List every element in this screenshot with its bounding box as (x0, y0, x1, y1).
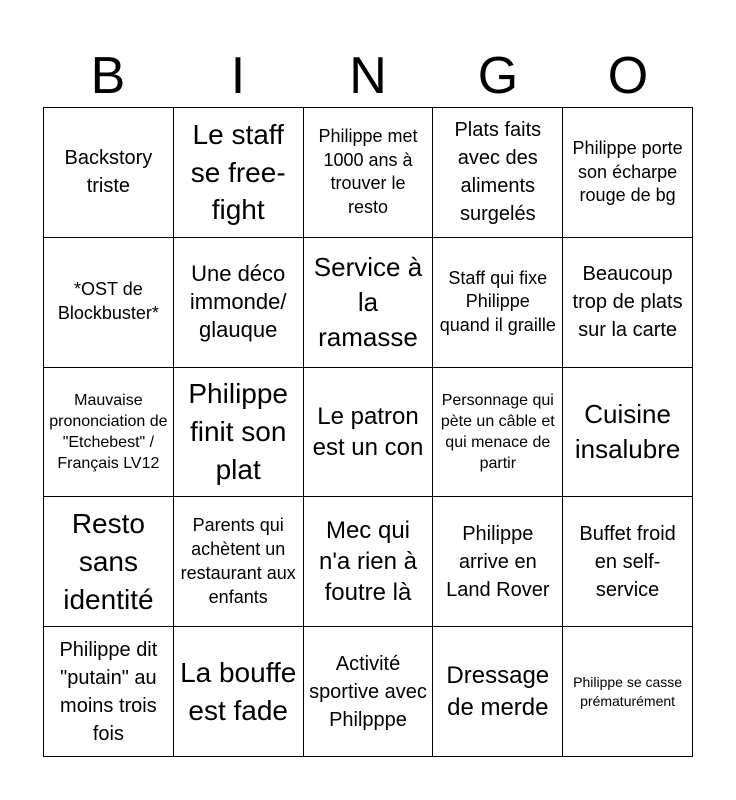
header-letter-o: O (607, 47, 649, 105)
bingo-cell[interactable] (174, 368, 304, 498)
bingo-cell-text: Personnage qui pète un câble et qui menace de partir (440, 391, 555, 473)
bingo-cell[interactable] (563, 238, 693, 368)
bingo-cell-text: Mec qui n'a rien à foutre là (319, 517, 417, 607)
bingo-cell-text: Activité sportive avec Philpppe (309, 652, 427, 731)
bingo-cell-text: Philippe dit "putain" au moins trois fois (59, 638, 158, 745)
bingo-cell-text: Le staff se free-fight (190, 118, 286, 226)
bingo-cell[interactable] (304, 497, 434, 627)
bingo-cell-text: *OST de Blockbuster* (57, 279, 159, 324)
bingo-cell-text: Staff qui fixe Philippe quand il graille (439, 267, 556, 336)
header-letter-n: N (349, 47, 387, 105)
bingo-cell-text: Mauvaise prononciation de "Etchebest" / Français LV12 (49, 391, 168, 473)
bingo-cell[interactable] (44, 497, 174, 627)
header-letter-g: G (477, 47, 519, 105)
bingo-cell-text: Parents qui achètent un restaurant aux enfants (180, 515, 296, 607)
bingo-cell[interactable] (433, 368, 563, 498)
bingo-cell-text: Philippe met 1000 ans à trouver le resto (318, 125, 418, 218)
bingo-cell[interactable] (174, 497, 304, 627)
bingo-cell-text: Le patron est un con (312, 402, 424, 461)
bingo-cell-text: Backstory triste (64, 147, 153, 198)
bingo-cell[interactable] (174, 627, 304, 757)
bingo-cell[interactable] (433, 238, 563, 368)
bingo-cell-text: Resto sans identité (63, 508, 154, 615)
bingo-cell[interactable] (563, 368, 693, 498)
bingo-cell-text: Philippe finit son plat (188, 378, 289, 485)
bingo-cell[interactable] (563, 497, 693, 627)
bingo-cell[interactable] (44, 238, 174, 368)
bingo-cell-text: Philippe arrive en Land Rover (446, 522, 550, 601)
bingo-cell[interactable] (304, 627, 434, 757)
bingo-cell[interactable] (174, 238, 304, 368)
bingo-cell[interactable] (563, 627, 693, 757)
bingo-cell[interactable] (174, 108, 304, 238)
bingo-cell-text: Buffet froid en self-service (579, 522, 676, 601)
bingo-cell[interactable] (433, 627, 563, 757)
bingo-cell[interactable] (433, 497, 563, 627)
bingo-board (43, 107, 693, 757)
bingo-cell-text: Dressage de merde (446, 662, 550, 721)
bingo-cell[interactable] (44, 108, 174, 238)
bingo-cell-text: Philippe se casse prématurément (573, 673, 683, 709)
bingo-cell[interactable] (304, 108, 434, 238)
bingo-cell-text: Une déco immonde/ glauque (189, 260, 287, 343)
bingo-cell-text: Beaucoup trop de plats sur la carte (572, 263, 683, 342)
bingo-cell-text: Philippe porte son écharpe rouge de bg (572, 137, 683, 206)
bingo-cell[interactable] (563, 108, 693, 238)
header-letter-i: I (230, 47, 246, 105)
bingo-cell[interactable] (433, 108, 563, 238)
bingo-header (43, 44, 693, 108)
header-letter-b: B (90, 47, 126, 105)
bingo-cell[interactable] (44, 368, 174, 498)
bingo-cell-text: La bouffe est fade (180, 656, 297, 726)
bingo-cell[interactable] (304, 238, 434, 368)
bingo-cell-text: Cuisine insalubre (574, 398, 681, 464)
bingo-cell[interactable] (44, 627, 174, 757)
bingo-cell-text: Service à la ramasse (313, 251, 423, 352)
bingo-cell-text: Plats faits avec des aliments surgelés (454, 119, 542, 226)
bingo-cell[interactable] (304, 368, 434, 498)
